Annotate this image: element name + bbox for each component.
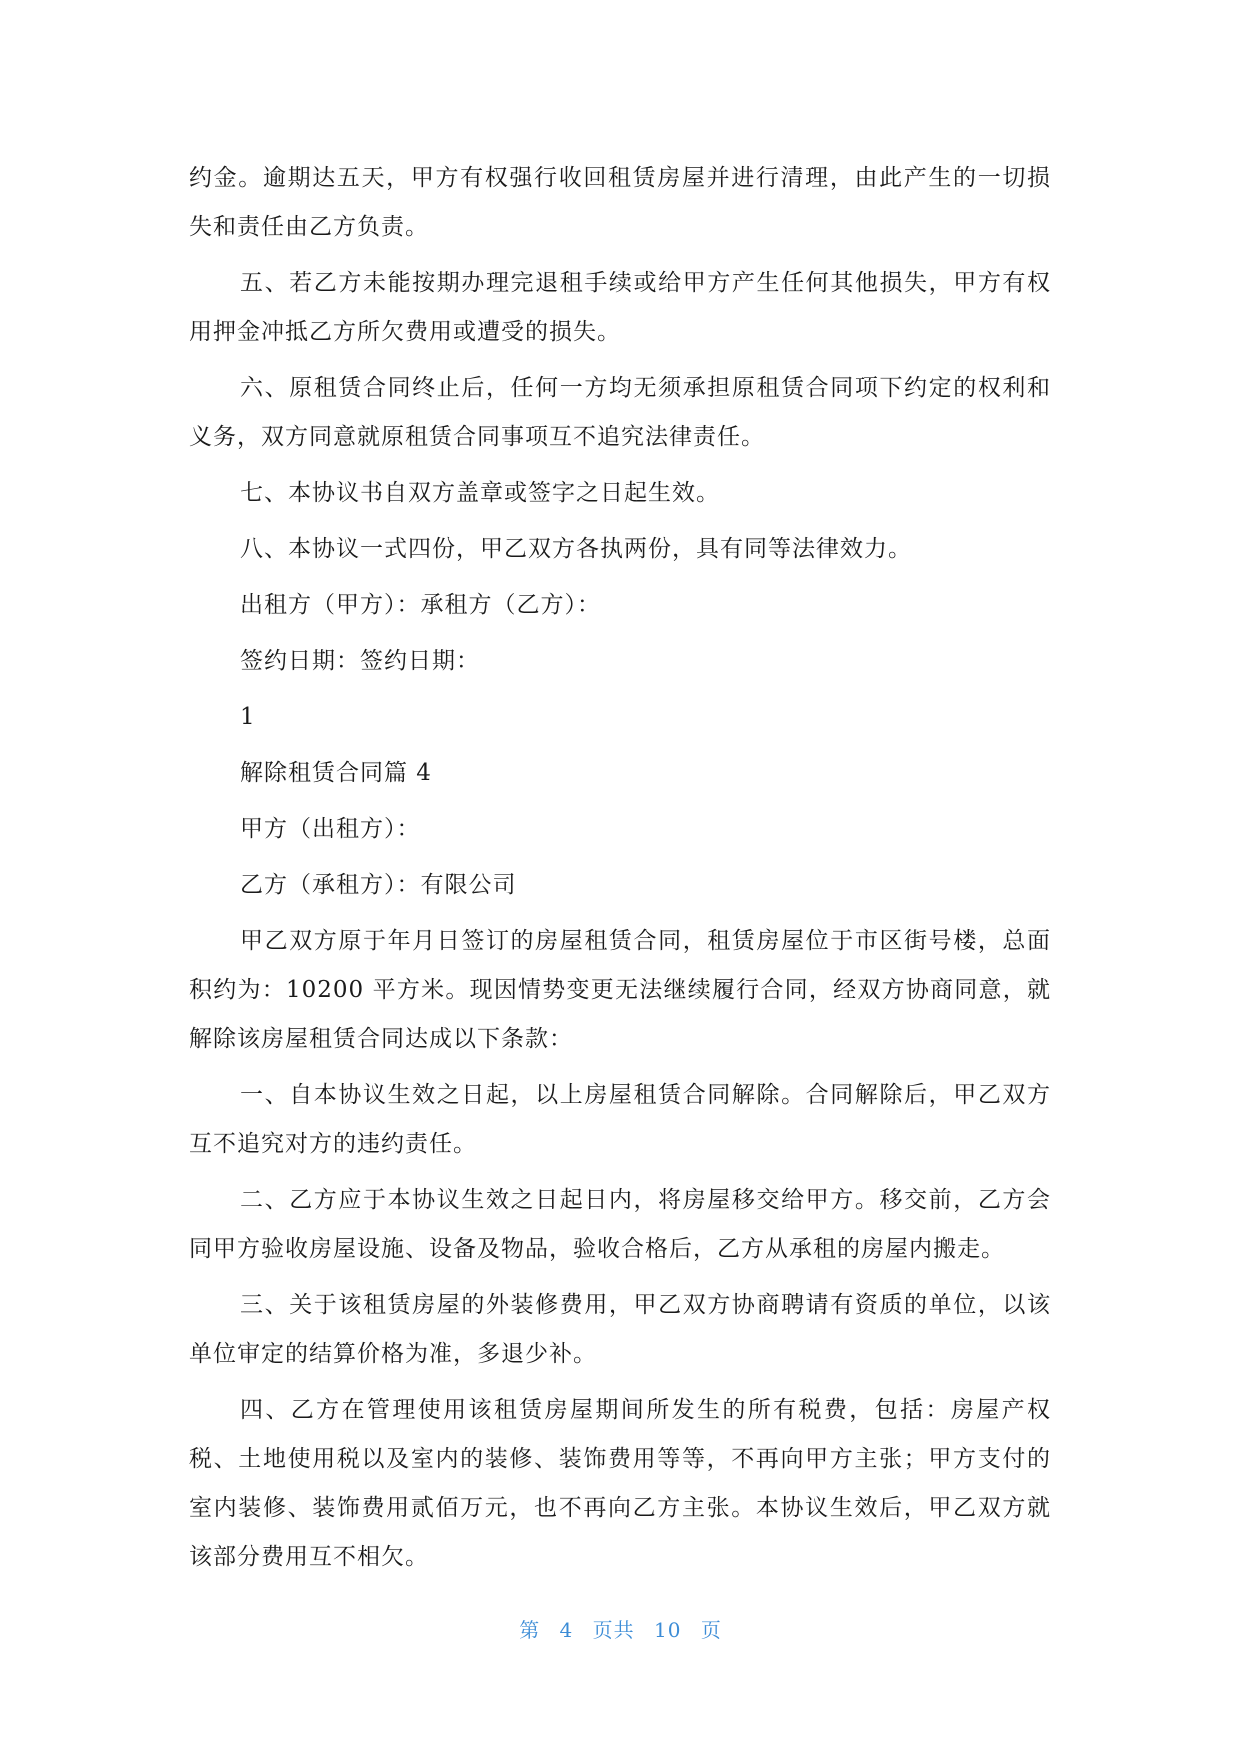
clause-5: 五、若乙方未能按期办理完退租手续或给甲方产生任何其他损失，甲方有权用押金冲抵乙方所欠费用或遭受的损失。	[189, 270, 1051, 345]
clause-2: 二、乙方应于本协议生效之日起日内，将房屋移交给甲方。移交前，乙方会同甲方验收房屋设施、设备及物品，验收合格后，乙方从承租的房屋内搬走。	[189, 1187, 1051, 1262]
footer-label-page: 第	[519, 1618, 541, 1642]
clause-3: 三、关于该租赁房屋的外装修费用，甲乙双方协商聘请有资质的单位，以该单位审定的结算价格为准，多退少补。	[189, 1292, 1051, 1367]
section-number: 1	[240, 704, 256, 730]
clause-8: 八、本协议一式四份，甲乙双方各执两份，具有同等法律效力。	[240, 536, 912, 562]
footer-label-end: 页	[700, 1618, 722, 1642]
footer-total-pages: 10	[654, 1618, 682, 1642]
page-footer	[0, 1615, 1241, 1645]
signature-dates: 签约日期：签约日期：	[240, 648, 480, 674]
clause-1: 一、自本协议生效之日起，以上房屋租赁合同解除。合同解除后，甲乙双方互不追究对方的违约责任。	[189, 1082, 1051, 1157]
footer-current-page: 4	[559, 1618, 574, 1642]
party-a: 甲方（出租方）：	[240, 816, 421, 842]
intro-paragraph: 甲乙双方原于年月日签订的房屋租赁合同，租赁房屋位于市区街号楼，总面积约为：10200 平方米。现因情势变更无法继续履行合同，经双方协商同意，就解除该房屋租赁合同达成以下条款：	[189, 928, 1051, 1052]
paragraph-continuation: 约金。逾期达五天，甲方有权强行收回租赁房屋并进行清理，由此产生的一切损失和责任由乙方负责。	[189, 165, 1051, 240]
document-body	[189, 154, 1051, 1589]
section-title: 解除租赁合同篇 4	[240, 760, 432, 786]
signature-parties: 出租方（甲方）：承租方（乙方）：	[240, 592, 601, 618]
footer-label-of: 页共	[592, 1618, 635, 1642]
clause-7: 七、本协议书自双方盖章或签字之日起生效。	[240, 480, 720, 506]
clause-4: 四、乙方在管理使用该租赁房屋期间所发生的所有税费，包括：房屋产权税、土地使用税以及室内的装修、装饰费用等等，不再向甲方主张；甲方支付的室内装修、装饰费用贰佰万元，也不再向乙方主张。本协议生效后，甲乙双方就该部分费用互不相欠。	[189, 1397, 1051, 1570]
party-b: 乙方（承租方）：有限公司	[240, 872, 517, 898]
clause-6: 六、原租赁合同终止后，任何一方均无须承担原租赁合同项下约定的权利和义务，双方同意就原租赁合同事项互不追究法律责任。	[189, 375, 1051, 450]
